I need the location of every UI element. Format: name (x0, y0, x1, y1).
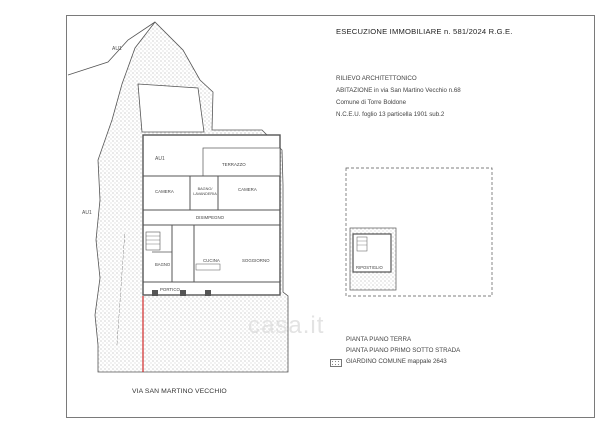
room-label-portico: PORTICO (160, 287, 180, 292)
room-label-soggiorno: SOGGIORNO (242, 258, 270, 263)
legend-ground-floor: PIANTA PIANO TERRA (346, 336, 412, 343)
room-label-ripostiglio: RIPOSTIGLIO (356, 265, 383, 270)
area-label-top: AU1 (112, 46, 122, 52)
info-line-cadastral: N.C.E.U. foglio 13 particella 1901 sub.2 (336, 111, 445, 118)
room-label-camera-2: CAMERA (238, 187, 257, 192)
room-label-bagno: BAGNO/ LAVANDERIA (193, 187, 217, 196)
room-label-disimpegno: DISIMPEGNO (196, 215, 225, 220)
info-line-municipality: Comune di Torre Boldone (336, 99, 407, 106)
watermark-text: casa.it (248, 312, 325, 339)
room-label-terrazzo: TERRAZZO (222, 162, 246, 167)
svg-text:— — — — — — — — — — — — — — —: — — — — — — — — — — — — — — — — — — — — — (114, 233, 127, 346)
room-label-cucina: CUCINA (203, 258, 220, 263)
legend-garden: GIARDINO COMUNE mappale 2643 (346, 358, 447, 365)
area-label-mid: AU1 (155, 156, 165, 162)
area-label-left: AU1 (82, 210, 92, 216)
garden-hatch-swatch (330, 359, 342, 367)
page-title: ESECUZIONE IMMOBILIARE n. 581/2024 R.G.E. (336, 27, 513, 36)
info-line-address: ABITAZIONE in via San Martino Vecchio n.68 (336, 87, 461, 94)
room-label-camera-1: CAMERA (155, 189, 174, 194)
street-label: VIA SAN MARTINO VECCHIO (132, 388, 227, 395)
legend-basement: PIANTA PIANO PRIMO SOTTO STRADA (346, 347, 461, 354)
info-line-survey: RILIEVO ARCHITETTONICO (336, 75, 417, 82)
upper-building (138, 84, 204, 132)
room-label-bagno-2: BAGNO (155, 262, 171, 267)
